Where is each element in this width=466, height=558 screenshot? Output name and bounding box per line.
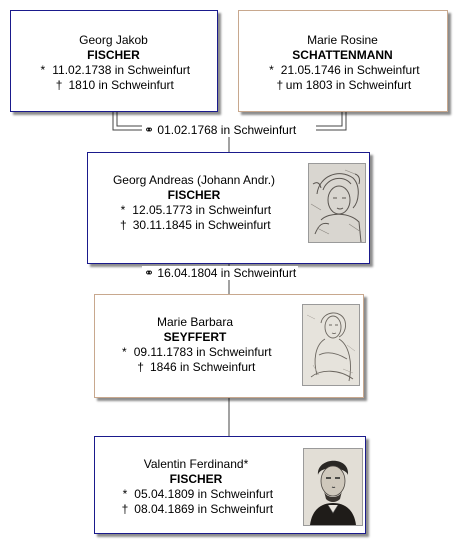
person-death: 1810 in Schweinfurt <box>68 78 174 92</box>
marriage-parents <box>142 266 298 280</box>
person-first-name: Valentin Ferdinand* <box>143 457 249 471</box>
person-first-name: Marie Barbara <box>156 315 234 329</box>
person-death: 30.11.1845 in Schweinfurt <box>132 218 271 232</box>
person-birth: 05.04.1809 in Schweinfurt <box>134 487 274 501</box>
person-surname: FISCHER <box>167 188 221 202</box>
birth-symbol: * <box>120 203 126 217</box>
person-birth: 21.05.1746 in Schweinfurt <box>280 63 420 77</box>
person-death: um 1803 in Schweinfurt <box>285 78 412 92</box>
portrait-image <box>308 163 366 243</box>
portrait-image <box>302 304 360 386</box>
marriage-date: 16.04.1804 in Schweinfurt <box>157 266 297 280</box>
person-death: 08.04.1869 in Schweinfurt <box>134 502 274 516</box>
marriage-date: 01.02.1768 in Schweinfurt <box>157 123 297 137</box>
marriage-rings-icon: ⚭ <box>144 266 155 280</box>
person-box-valentin-ferdinand-fischer[interactable] <box>94 436 366 534</box>
death-symbol: † <box>276 78 284 92</box>
birth-symbol: * <box>122 345 127 359</box>
person-box-georg-andreas-fischer[interactable] <box>87 152 370 264</box>
birth-symbol: * <box>40 63 46 77</box>
birth-symbol: * <box>269 63 274 77</box>
person-birth: 12.05.1773 in Schweinfurt <box>132 203 272 217</box>
person-surname: FISCHER <box>169 472 223 486</box>
portrait-image <box>303 448 363 526</box>
person-surname: SEYFFERT <box>163 330 227 344</box>
person-birth: 09.11.1783 in Schweinfurt <box>133 345 272 359</box>
person-box-georg-jakob-fischer[interactable] <box>10 10 218 112</box>
person-first-name: Georg Andreas (Johann Andr.) <box>112 173 276 187</box>
marriage-rings-icon: ⚭ <box>144 123 155 137</box>
person-birth: 11.02.1738 in Schweinfurt <box>52 63 191 77</box>
person-first-name: Georg Jakob <box>79 33 148 47</box>
death-symbol: † <box>120 218 127 232</box>
death-symbol: † <box>137 360 144 374</box>
lithograph-portrait-icon <box>304 449 362 525</box>
person-box-marie-rosine-schattenmann[interactable] <box>238 10 448 112</box>
sketch-portrait-icon <box>303 305 359 385</box>
marriage-grandparents <box>142 123 298 137</box>
person-surname: FISCHER <box>87 48 140 62</box>
death-symbol: † <box>121 502 129 516</box>
birth-symbol: * <box>122 487 128 501</box>
death-symbol: † <box>55 78 63 92</box>
sketch-portrait-icon <box>309 164 365 242</box>
person-box-marie-barbara-seyffert[interactable] <box>94 294 364 398</box>
person-death: 1846 in Schweinfurt <box>149 360 256 374</box>
person-surname: SCHATTENMANN <box>292 48 393 62</box>
person-first-name: Marie Rosine <box>307 33 378 47</box>
